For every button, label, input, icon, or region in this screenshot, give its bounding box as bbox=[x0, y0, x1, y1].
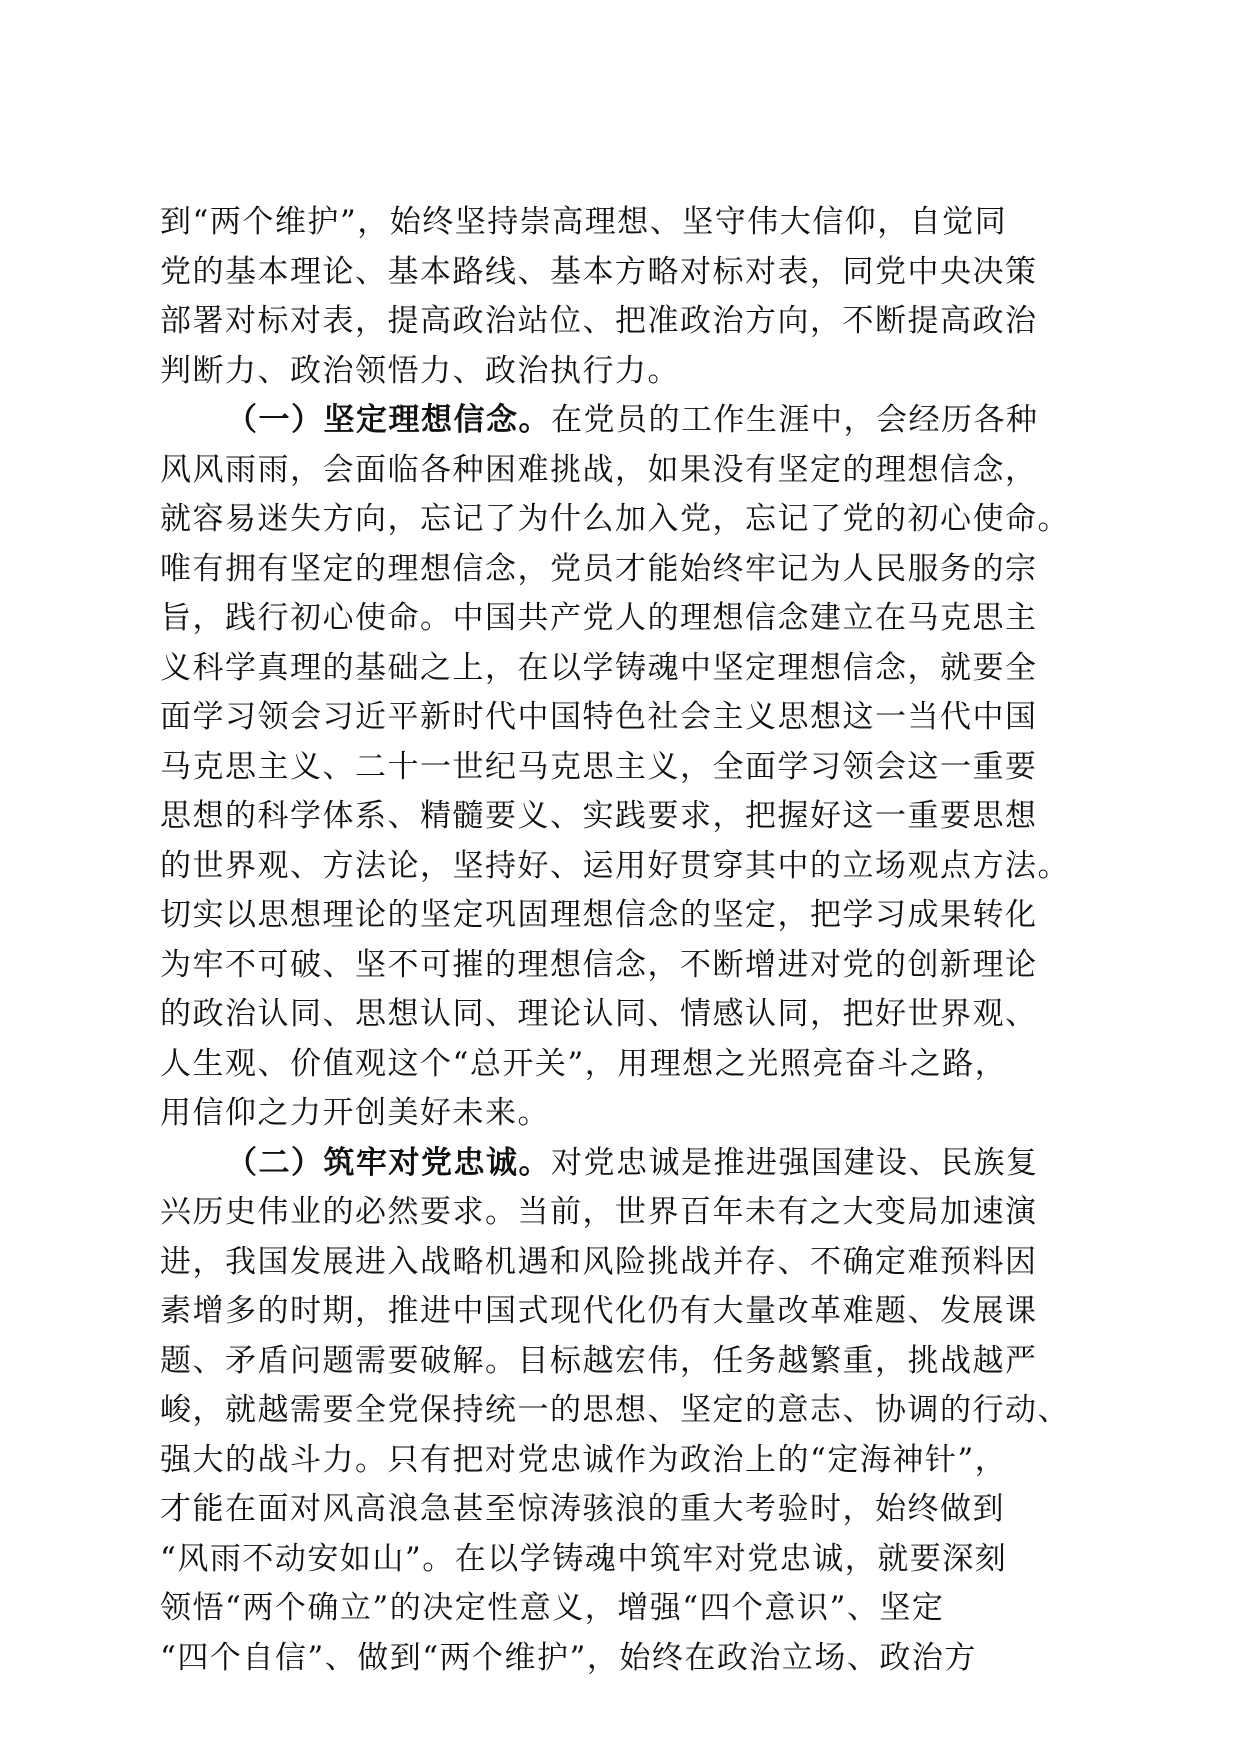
section-2-heading: （二）筑牢对党忠诚。 bbox=[226, 1144, 551, 1181]
text-line: 人生观、价值观这个“总开关”，用理想之光照亮奋斗之路， bbox=[160, 1045, 1008, 1082]
section-1-first-line-text: 在党员的工作生涯中，会经历各种 bbox=[551, 402, 1039, 438]
text-line: 唯有拥有坚定的理想信念，党员才能始终牢记为人民服务的宗 bbox=[160, 550, 1038, 587]
text-line: “四个自信”、做到“两个维护”，始终在政治立场、政治方 bbox=[160, 1639, 977, 1676]
text-line: 到“两个维护”，始终坚持崇高理想、坚守伟大信仰，自觉同 bbox=[160, 204, 1008, 240]
text-line: 兴历史伟业的必然要求。当前，世界百年未有之大变局加速演 bbox=[160, 1194, 1038, 1230]
text-line: 峻，就越需要全党保持统一的思想、坚定的意志、协调的行动、 bbox=[160, 1392, 1070, 1428]
text-line: 判断力、政治领悟力、政治执行力。 bbox=[160, 352, 680, 389]
text-line: 风风雨雨，会面临各种困难挑战，如果没有坚定的理想信念， bbox=[160, 451, 1038, 488]
text-line: 领悟“两个确立”的决定性意义，增强“四个意识”、坚定 bbox=[160, 1590, 945, 1626]
text-line: 义科学真理的基础之上，在以学铸魂中坚定理想信念，就要全 bbox=[160, 649, 1038, 686]
text-line: 面学习领会习近平新时代中国特色社会主义思想这一当代中国 bbox=[160, 699, 1038, 735]
text-line: 进，我国发展进入战略机遇和风险挑战并存、不确定难预料因 bbox=[160, 1243, 1038, 1280]
text-line: 旨，践行初心使命。中国共产党人的理想信念建立在马克思主 bbox=[160, 600, 1038, 636]
document-body bbox=[160, 198, 1080, 1683]
text-line: 素增多的时期，推进中国式现代化仍有大量改革难题、发展课 bbox=[160, 1293, 1038, 1329]
text-line: 思想的科学体系、精髓要义、实践要求，把握好这一重要思想 bbox=[160, 798, 1038, 834]
text-line: 马克思主义、二十一世纪马克思主义，全面学习领会这一重要 bbox=[160, 748, 1038, 785]
text-line: 的世界观、方法论，坚持好、运用好贯穿其中的立场观点方法。 bbox=[160, 847, 1070, 884]
text-line: “风雨不动安如山”。在以学铸魂中筑牢对党忠诚，就要深刻 bbox=[160, 1540, 1008, 1577]
text-line: 题、矛盾问题需要破解。目标越宏伟，任务越繁重，挑战越严 bbox=[160, 1342, 1038, 1379]
text-line: 党的基本理论、基本路线、基本方略对标对表，同党中央决策 bbox=[160, 253, 1038, 290]
text-line: 的政治认同、思想认同、理论认同、情感认同，把好世界观、 bbox=[160, 996, 1038, 1032]
intro-paragraph bbox=[160, 198, 1080, 396]
section-2-first-line-text: 对党忠诚是推进强国建设、民族复 bbox=[551, 1144, 1039, 1181]
text-line: 就容易迷失方向，忘记了为什么加入党，忘记了党的初心使命。 bbox=[160, 501, 1070, 537]
text-line: 用信仰之力开创美好未来。 bbox=[160, 1095, 550, 1131]
text-line: 强大的战斗力。只有把对党忠诚作为政治上的“定海神针”， bbox=[160, 1441, 1008, 1478]
text-line: 切实以思想理论的坚定巩固理想信念的坚定，把学习成果转化 bbox=[160, 897, 1038, 933]
section-1-first-line bbox=[160, 396, 1080, 446]
text-line: 才能在面对风高浪急甚至惊涛骇浪的重大考验时，始终做到 bbox=[160, 1491, 1005, 1527]
section-2-paragraph bbox=[160, 1139, 1080, 1684]
text-line: 部署对标对表，提高政治站位、把准政治方向，不断提高政治 bbox=[160, 303, 1038, 339]
section-1-heading: （一）坚定理想信念。 bbox=[226, 402, 551, 438]
text-line: 为牢不可破、坚不可摧的理想信念，不断增进对党的创新理论 bbox=[160, 946, 1038, 983]
section-1-paragraph bbox=[160, 396, 1080, 1139]
section-2-first-line bbox=[160, 1139, 1080, 1189]
